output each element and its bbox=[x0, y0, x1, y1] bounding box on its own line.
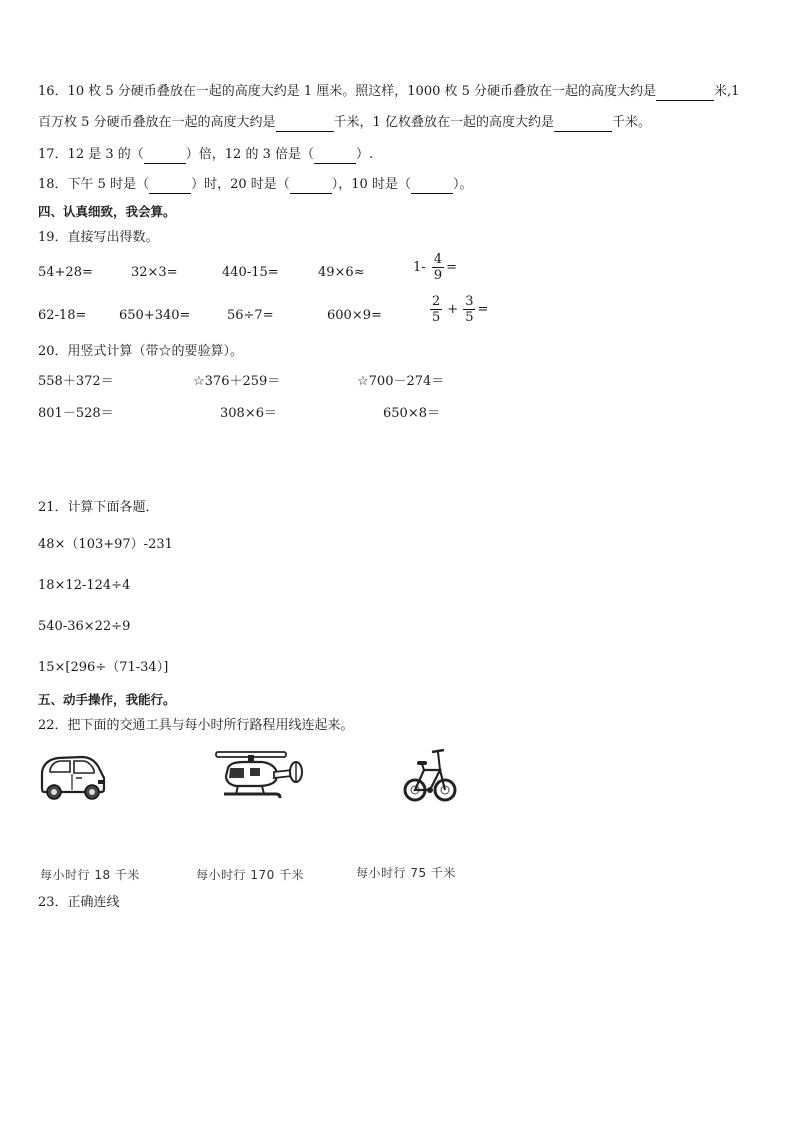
answer-blank[interactable] bbox=[276, 117, 334, 132]
car-icon[interactable] bbox=[36, 752, 108, 802]
q19-fraction-item: 1- $\frac{4}{9}$ = bbox=[413, 252, 457, 283]
q20-title: 20．用竖式计算（带☆的要验算）。 bbox=[38, 344, 244, 359]
q21-item: 48×（103+97）-231 bbox=[38, 537, 173, 552]
speed-caption[interactable]: 每小时行 75 千米 bbox=[356, 866, 456, 880]
fraction: $\frac{3}{5}$ bbox=[465, 294, 474, 325]
q20-item: 801－528＝ bbox=[38, 406, 114, 421]
q21-title: 21．计算下面各题． bbox=[38, 500, 159, 515]
answer-blank[interactable] bbox=[411, 179, 453, 194]
q17: 17．12 是 3 的（ ）倍，12 的 3 倍是（ ）. bbox=[38, 147, 374, 162]
q19-item: 600×9= bbox=[327, 308, 382, 323]
q16-line2: 百万枚 5 分硬币叠放在一起的高度大约是 千米，1 亿枚叠放在一起的高度大约是 千米。 bbox=[38, 115, 651, 130]
section-heading-5: 五、动手操作，我能行。 bbox=[38, 692, 176, 707]
q19-item: 54+28= bbox=[38, 265, 93, 280]
speed-caption[interactable]: 每小时行 18 千米 bbox=[40, 868, 140, 882]
q23-title: 23．正确连线 bbox=[38, 895, 120, 910]
answer-blank[interactable] bbox=[149, 179, 191, 194]
answer-blank[interactable] bbox=[554, 117, 612, 132]
q20-item: 308×6＝ bbox=[220, 406, 277, 421]
q19-item: 62-18= bbox=[38, 308, 87, 323]
q20-item: 650×8＝ bbox=[383, 406, 440, 421]
answer-blank[interactable] bbox=[290, 179, 332, 194]
answer-blank[interactable] bbox=[144, 149, 186, 164]
q21-item: 18×12-124÷4 bbox=[38, 578, 131, 593]
q22-title: 22．把下面的交通工具与每小时所行路程用线连起来。 bbox=[38, 718, 354, 733]
answer-blank[interactable] bbox=[656, 86, 714, 101]
answer-blank[interactable] bbox=[314, 149, 356, 164]
q19-item: 440-15= bbox=[222, 265, 279, 280]
bicycle-icon[interactable] bbox=[402, 744, 458, 808]
helicopter-icon[interactable] bbox=[214, 746, 304, 808]
speed-caption[interactable]: 每小时行 170 千米 bbox=[196, 868, 305, 882]
q19-item: 56÷7= bbox=[227, 308, 274, 323]
q19-item: 32×3= bbox=[131, 265, 178, 280]
section-heading-4: 四、认真细致，我会算。 bbox=[38, 204, 176, 219]
q21-item: 15×[296÷（71-34）] bbox=[38, 660, 169, 675]
q20-item: ☆700－274＝ bbox=[357, 374, 445, 389]
q20-item: 558＋372＝ bbox=[38, 374, 114, 389]
fraction: $\frac{2}{5}$ bbox=[432, 294, 441, 325]
q19-item: 650+340= bbox=[119, 308, 191, 323]
q18: 18．下午 5 时是（ ）时，20 时是（ ），10 时是（ ）。 bbox=[38, 177, 473, 192]
q19-title: 19．直接写出得数。 bbox=[38, 230, 159, 245]
fraction: $\frac{4}{9}$ bbox=[433, 252, 443, 283]
q20-item: ☆376＋259＝ bbox=[193, 374, 281, 389]
q19-item: 49×6≈ bbox=[318, 265, 365, 280]
q21-item: 540-36×22÷9 bbox=[38, 619, 131, 634]
q19-fraction-sum: $\frac{2}{5}$ + $\frac{3}{5}$ = bbox=[432, 294, 489, 325]
q16-line1: 16．10 枚 5 分硬币叠放在一起的高度大约是 1 厘米。照这样，1000 枚 5 分硬币叠放在一起的高度大约是 米,1 bbox=[38, 84, 740, 99]
